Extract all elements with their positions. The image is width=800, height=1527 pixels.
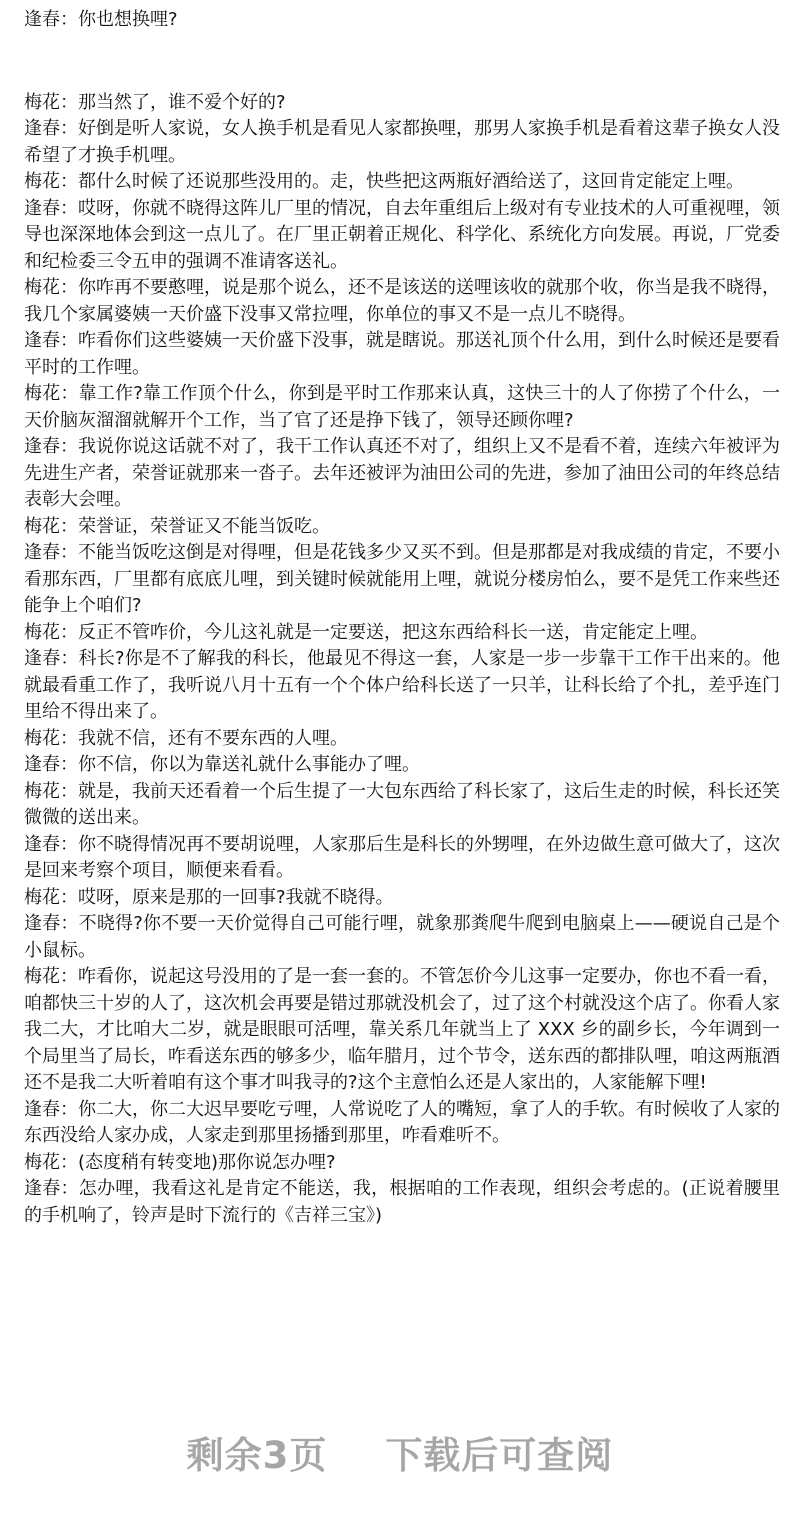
dialogue-line: 梅花：咋看你，说起这号没用的了是一套一套的。不管怎价今儿这事一定要办，你也不看一看，咱都快三十岁的人了，这次机会再要是错过那就没机会了，过了这个村就没这个店了。你看人家我二大，才比咱大二岁，就是眼眼可活哩，靠关系几年就当上了 XXX 乡的副乡长，今年调到一个局里当了局长，咋看送东西的够多少，临年腊月，过个节令，送东西的都排队哩，咱这两瓶酒还不是我二大听着咱有这个事才叫我寻的?这个主意怕么还是人家出的，人家能解下哩! [24, 966, 780, 1093]
download-to-view-label[interactable]: 下载后可查阅 [385, 1434, 614, 1477]
dialogue-line: 梅花：都什么时候了还说那些没用的。走，快些把这两瓶好酒给送了，这回肯定能定上哩。 [24, 171, 744, 192]
dialogue-line: 逢春：科长?你是不了解我的科长，他最见不得这一套，人家是一步一步靠干工作干出来的。他就最看重工作了，我听说八月十五有一个个体户给科长送了一只羊，让科长给了个扎，差乎连门里给不得出来了。 [24, 648, 780, 722]
dialogue-line: 梅花：靠工作?靠工作顶个什么，你到是平时工作那来认真，这快三十的人了你捞了个什么，一天价脑灰溜溜就解开个工作，当了官了还是挣下钱了，领导还顾你哩? [24, 383, 780, 431]
dialogue-line: 逢春：你不晓得情况再不要胡说哩，人家那后生是科长的外甥哩，在外边做生意可做大了，这次是回来考察个项目，顺便来看看。 [24, 833, 780, 881]
dialogue-line: 逢春：咋看你们这些婆姨一天价盛下没事，就是瞎说。那送礼顶个什么用，到什么时候还是要看平时的工作哩。 [24, 330, 780, 378]
dialogue-line: 逢春：怎办哩，我看这礼是肯定不能送，我，根据咱的工作表现，组织会考虑的。(正说着腰里的手机响了，铃声是时下流行的《吉祥三宝》) [24, 1178, 780, 1226]
dialogue-line: 逢春：不晓得?你不要一天价觉得自己可能行哩，就象那粪爬牛爬到电脑桌上——硬说自己是个小鼠标。 [24, 913, 780, 961]
dialogue-line: 梅花：那当然了，谁不爱个好的? [24, 91, 286, 113]
dialogue-line: 逢春：哎呀，你就不晓得这阵儿厂里的情况，自去年重组后上级对有专业技术的人可重视哩，领导也深深地体会到这一点儿了。在厂里正朝着正规化、科学化、系统化方向发展。再说，厂党委和纪检委三令五申的强调不准请客送礼。 [24, 197, 780, 272]
dialogue-line: 逢春：我说你说这话就不对了，我干工作认真还不对了，组织上又不是看不着，连续六年被评为先进生产者，荣誉证就那来一沓子。去年还被评为油田公司的先进，参加了油田公司的年终总结表彰大会哩。 [24, 436, 780, 510]
remaining-pages-label: 剩余3页 [186, 1434, 328, 1477]
document-body [24, 7, 780, 1229]
dialogue-line: 逢春：好倒是听人家说，女人换手机是看见人家都换哩，那男人家换手机是看着这辈子换女人没希望了才换手机哩。 [24, 118, 780, 166]
dialogue-line: 梅花：就是，我前天还看着一个后生提了一大包东西给了科长家了，这后生走的时候，科长还笑微微的送出来。 [24, 780, 780, 828]
dialogue-list [24, 90, 780, 1230]
dialogue-line: 梅花：荣誉证，荣誉证又不能当饭吃。 [24, 515, 330, 537]
dialogue-line: 逢春：你二大，你二大迟早要吃亏哩，人常说吃了人的嘴短，拿了人的手软。有时候收了人家的东西没给人家办成，人家走到那里扬播到那里，咋看难听不。 [24, 1098, 780, 1146]
dialogue-line: 逢春：不能当饭吃这倒是对得哩，但是花钱多少又买不到。但是那都是对我成绩的肯定，不要小看那东西，厂里都有底底儿哩，到关键时候就能用上哩，就说分楼房怕么，要不是凭工作来些还能争上个咱们? [24, 542, 780, 616]
dialogue-line: 梅花：(态度稍有转变地)那你说怎办哩? [24, 1151, 336, 1173]
dialogue-line: 梅花：哎呀，原来是那的一回事?我就不晓得。 [24, 886, 394, 908]
dialogue-line: 梅花：你咋再不要憨哩，说是那个说么，还不是该送的送哩该收的就那个收，你当是我不晓得，我几个家属婆姨一天价盛下没事又常拉哩，你单位的事又不是一点儿不晓得。 [24, 277, 780, 325]
dialogue-line: 梅花：反正不管咋价，今儿这礼就是一定要送，把这东西给科长一送，肯定能定上哩。 [24, 621, 708, 643]
dialogue-line: 逢春：你不信，你以为靠送礼就什么事能办了哩。 [24, 754, 420, 775]
dialogue-line: 梅花：我就不信，还有不要东西的人哩。 [24, 727, 348, 749]
dialogue-line: 逢春：你也想换哩? [24, 9, 178, 30]
download-prompt[interactable] [0, 1425, 800, 1479]
blank-gap [24, 34, 780, 90]
